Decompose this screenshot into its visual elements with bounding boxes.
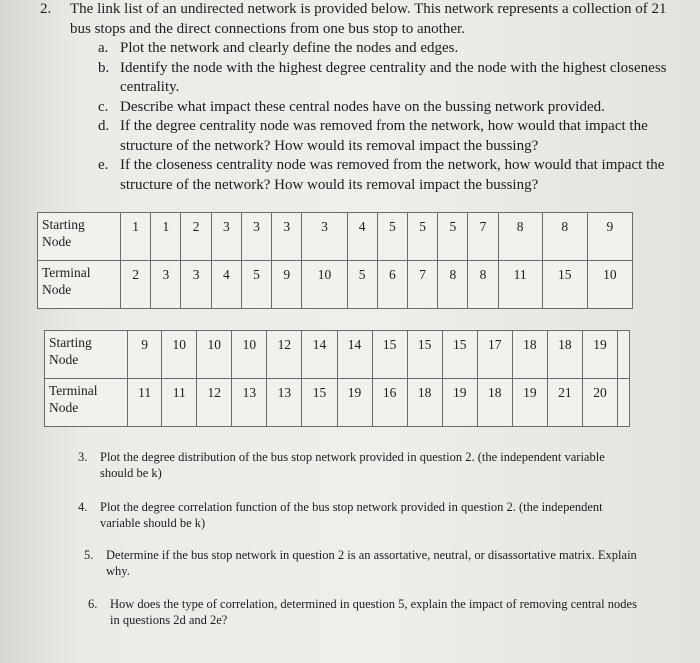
table-cell: 1 <box>121 213 151 261</box>
question-2e-text: If the closeness centrality node was removed from the network, how would that impact the structure of the network? How would its removal impact the bussing? <box>120 157 665 193</box>
question-4 <box>78 499 638 531</box>
table-cell: 11 <box>498 261 542 309</box>
table-cell: 15 <box>407 331 442 379</box>
table-cell: 15 <box>302 379 337 427</box>
link-list-table-1 <box>37 212 633 309</box>
table-cell: 5 <box>407 213 437 261</box>
table-row-starting <box>38 213 633 261</box>
table-cell: 10 <box>302 261 347 309</box>
table-cell: 8 <box>498 213 542 261</box>
table-cell: 8 <box>542 213 587 261</box>
question-2c <box>98 98 680 118</box>
question-3-text: Plot the degree distribution of the bus stop network provided in question 2. (the independent variable should be k) <box>100 450 605 480</box>
table-cell: 3 <box>272 213 302 261</box>
table-cell: 3 <box>302 213 347 261</box>
table-cell: 4 <box>211 261 241 309</box>
table-cell: 1 <box>151 213 181 261</box>
table-cell: 18 <box>547 331 582 379</box>
table-cell: 14 <box>337 331 372 379</box>
question-4-number: 4. <box>78 500 88 514</box>
question-2c-text: Describe what impact these central nodes have on the bussing network provided. <box>120 98 605 115</box>
question-6-number: 6. <box>88 597 98 611</box>
question-2 <box>40 0 680 195</box>
row-header-terminal: Terminal Node <box>38 261 121 309</box>
question-3-number: 3. <box>78 450 88 464</box>
table-cell: 15 <box>372 331 407 379</box>
table-cell: 6 <box>377 261 407 309</box>
row-header-starting: Starting Node <box>38 213 121 261</box>
row-header-starting: Starting Node <box>45 331 128 379</box>
table-cell: 18 <box>512 331 547 379</box>
table-cell: 11 <box>162 379 197 427</box>
table-cell: 15 <box>542 261 587 309</box>
question-2b-letter: b. <box>98 59 110 76</box>
table-cell: 3 <box>241 213 271 261</box>
table-cell: 2 <box>181 213 211 261</box>
question-3 <box>78 449 638 481</box>
table-cell: 18 <box>407 379 442 427</box>
question-2a-text: Plot the network and clearly define the nodes and edges. <box>120 40 459 56</box>
table-cell <box>618 331 630 379</box>
question-5 <box>84 547 644 579</box>
question-2-stem: The link list of an undirected network is provided below. This network represents a collection of 21 bus stops and the direct connections from one bus stop to another. <box>70 1 667 37</box>
table-cell: 11 <box>128 379 162 427</box>
question-6-text: How does the type of correlation, determined in question 5, explain the impact of removing central nodes in questions 2d and 2e? <box>110 597 637 627</box>
question-2b-text: Identify the node with the highest degree centrality and the node with the highest closeness centrality. <box>120 59 667 95</box>
table-cell: 9 <box>128 331 162 379</box>
question-4-text: Plot the degree correlation function of the bus stop network provided in question 2. (the independent variable should be k) <box>100 500 603 530</box>
table-row-starting <box>45 331 630 379</box>
table-cell: 10 <box>587 261 632 309</box>
table-cell: 19 <box>512 379 547 427</box>
table-cell: 13 <box>267 379 302 427</box>
table-cell: 13 <box>232 379 267 427</box>
question-2d <box>98 117 680 156</box>
table-cell: 3 <box>181 261 211 309</box>
table-cell: 21 <box>547 379 582 427</box>
table-cell: 18 <box>477 379 512 427</box>
table-cell: 17 <box>477 331 512 379</box>
link-list-table-2 <box>44 330 630 427</box>
table-cell: 16 <box>372 379 407 427</box>
question-5-number: 5. <box>84 548 94 562</box>
row-header-terminal: Terminal Node <box>45 379 128 427</box>
table-cell: 19 <box>442 379 477 427</box>
table-cell: 19 <box>337 379 372 427</box>
question-2a <box>98 39 680 59</box>
table-cell: 7 <box>407 261 437 309</box>
table-cell: 14 <box>302 331 337 379</box>
question-5-text: Determine if the bus stop network in question 2 is an assortative, neutral, or disassortative matrix. Explain why. <box>106 548 637 578</box>
table-cell: 5 <box>438 213 468 261</box>
table-cell: 9 <box>587 213 632 261</box>
question-2-number: 2. <box>40 1 52 17</box>
table-cell: 15 <box>442 331 477 379</box>
table-row-terminal <box>45 379 630 427</box>
question-6 <box>88 596 648 628</box>
table-cell: 12 <box>267 331 302 379</box>
table-cell: 19 <box>582 331 617 379</box>
table-cell: 10 <box>162 331 197 379</box>
question-2e-letter: e. <box>98 157 109 173</box>
question-2d-text: If the degree centrality node was removed from the network, how would that impact the structure of the network? How would its removal impact the bussing? <box>120 118 648 154</box>
table-cell: 5 <box>241 261 271 309</box>
table-cell: 7 <box>468 213 498 261</box>
table-row-terminal <box>38 261 633 309</box>
table-cell: 9 <box>272 261 302 309</box>
table-cell <box>618 379 630 427</box>
table-cell: 10 <box>232 331 267 379</box>
table-cell: 5 <box>347 261 377 309</box>
table-cell: 8 <box>438 261 468 309</box>
question-2d-letter: d. <box>98 118 110 134</box>
table-cell: 10 <box>197 331 232 379</box>
table-cell: 8 <box>468 261 498 309</box>
table-cell: 2 <box>121 261 151 309</box>
table-cell: 3 <box>151 261 181 309</box>
question-2c-letter: c. <box>98 98 109 115</box>
table-cell: 4 <box>347 213 377 261</box>
question-2b <box>98 59 680 98</box>
table-cell: 20 <box>582 379 617 427</box>
table-cell: 3 <box>211 213 241 261</box>
table-cell: 5 <box>377 213 407 261</box>
table-cell: 12 <box>197 379 232 427</box>
question-2a-letter: a. <box>98 40 109 56</box>
question-2e <box>98 156 680 195</box>
